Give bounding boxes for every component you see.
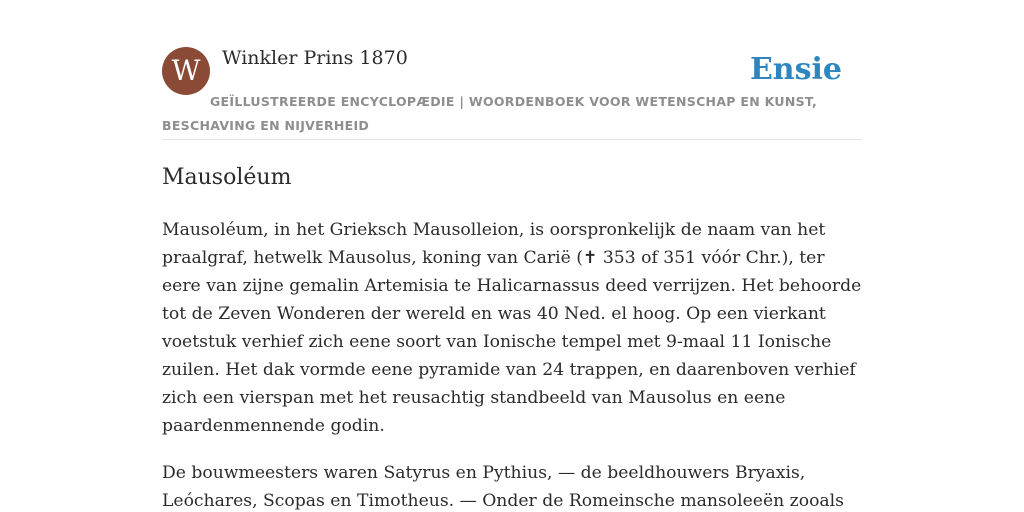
header-divider <box>162 139 862 140</box>
ensie-logo-link[interactable]: Ensie <box>749 52 842 87</box>
article-body <box>162 216 862 512</box>
article-title: Mausoléum <box>162 165 292 190</box>
source-avatar[interactable]: W <box>162 47 210 95</box>
source-title-link[interactable]: Winkler Prins 1870 <box>222 47 408 69</box>
source-subtitle: GEÏLLUSTREERDE ENCYCLOPÆDIE | WOORDENBOEK VOOR WETENSCHAP EN KUNST, BESCHAVING EN NIJVERHEID <box>162 94 818 133</box>
article-paragraph: De bouwmeesters waren Satyrus en Pythius, — de beeldhouwers Bryaxis, Leóchares, Scopas en Timotheus. — Onder de Romeinsche mansoleeën zooals <box>162 463 844 511</box>
article-paragraph: Mausoléum, in het Grieksch Mausolleion, is oorspronkelijk de naam van het praalgraf, hetwelk Mausolus, koning van Carië (✝ 353 of 351 vóór Chr.), ter eere van zijne gemalin Artemisia te Halicarnassus deed verrijzen. Het behoorde tot de Zeven Wonderen der wereld en was 40 Ned. el hoog. Op een vierkant voetstuk verhief zich eene soort van Ionische tempel met 9-maal 11 Ionische zuilen. Het dak vormde eene pyramide van 24 trappen, en daarenboven verhief zich een vierspan met het reusachtig standbeeld van Mausolus en eene paardenmennende godin. <box>162 220 862 436</box>
